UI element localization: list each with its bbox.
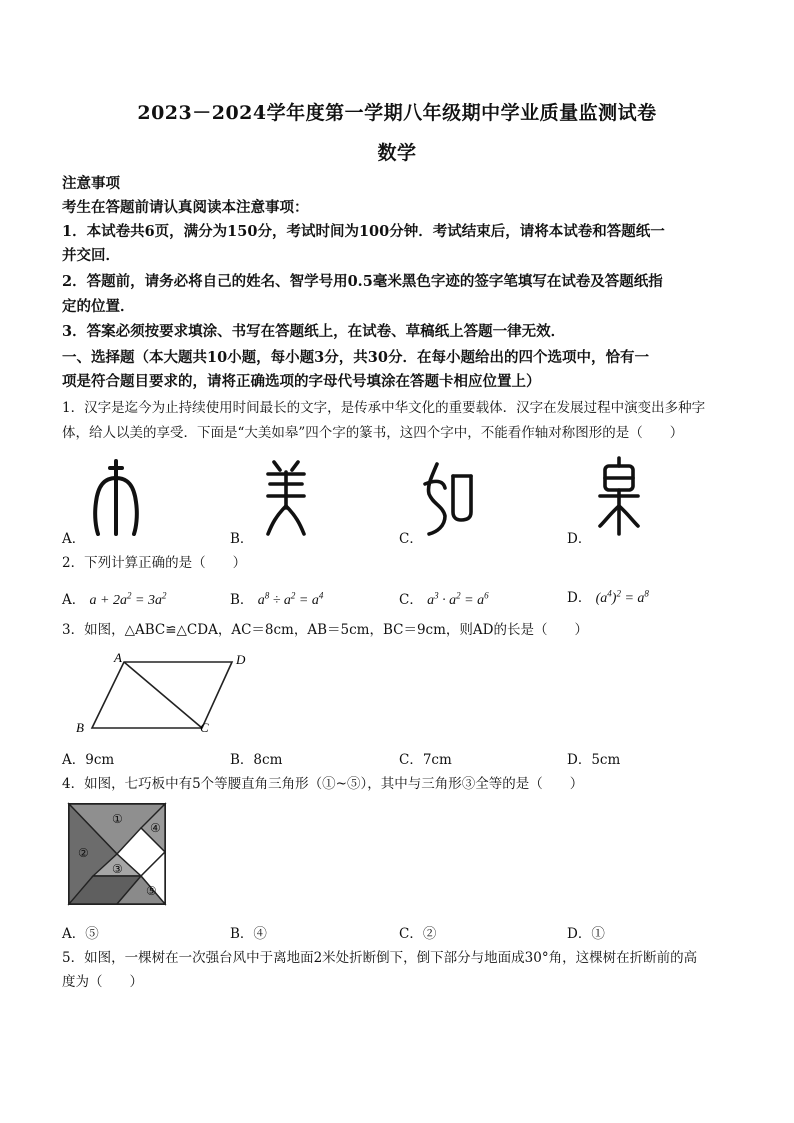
q3-parallelogram-figure <box>62 644 262 740</box>
notice-heading: 注意事项 <box>62 175 120 192</box>
q1-option-d[interactable]: D． <box>567 531 592 547</box>
q3-option-a[interactable]: A．9cm <box>62 752 115 768</box>
seal-glyph-mei-icon <box>262 458 310 536</box>
q1-option-b[interactable]: B． <box>230 531 254 547</box>
notice-item-2-line-2: 定的位置． <box>62 298 135 315</box>
q3-option-b[interactable]: B．8cm <box>230 752 283 768</box>
q5-stem-line-2: 度为（ ） <box>62 974 143 990</box>
q4-piece-5: ⑤ <box>146 884 157 898</box>
q2-option-b-formula: $a^8 \div a^2 = a^4$ <box>257 590 324 608</box>
q2-option-b[interactable] <box>230 588 323 609</box>
q2-option-b-label: B． <box>230 592 254 608</box>
q4-option-c[interactable]: C．② <box>399 926 437 942</box>
notice-item-2-line-1: 2．答题前，请务必将自己的姓名、智学号用0.5毫米黑色字迹的签字笔填写在试卷及答题纸指 <box>62 273 663 290</box>
q3-point-a: A <box>114 650 122 665</box>
seal-glyph-gao-icon <box>596 456 642 536</box>
notice-item-1-line-2: 并交回． <box>62 247 120 264</box>
q2-option-a-label: A． <box>62 592 86 608</box>
q3-option-d[interactable]: D．5cm <box>567 752 621 768</box>
q2-option-c-formula: $a^3 \cdot a^2 = a^6$ <box>427 590 489 608</box>
q2-option-a[interactable] <box>62 588 166 609</box>
seal-glyph-da-icon <box>88 458 144 536</box>
notice-item-3: 3．答案必须按要求填涂、书写在答题纸上，在试卷、草稿纸上答题一律无效． <box>62 323 566 340</box>
section1-heading-line-1: 一、选择题（本大题共10小题，每小题3分，共30分．在每小题给出的四个选项中，恰有一 <box>62 349 649 366</box>
q4-option-a[interactable]: A．⑤ <box>62 926 99 942</box>
q2-option-c[interactable] <box>399 588 489 609</box>
q2-option-d-label: D． <box>567 590 592 606</box>
q2-stem: 2．下列计算正确的是（ ） <box>62 555 247 571</box>
q3-point-b: B <box>76 720 84 735</box>
q4-piece-4: ④ <box>150 821 161 835</box>
q4-tangram-figure <box>66 801 168 907</box>
q2-option-a-formula: $a + 2a^2 = 3a^2$ <box>89 590 167 608</box>
exam-title: 2023－2024学年度第一学期八年级期中学业质量监测试卷 <box>137 102 657 124</box>
section1-heading-line-2: 项是符合题目要求的，请将正确选项的字母代号填涂在答题卡相应位置上） <box>62 373 541 390</box>
subject-title: 数学 <box>377 142 417 164</box>
notice-intro: 考生在答题前请认真阅读本注意事项： <box>62 199 309 216</box>
q4-piece-3: ③ <box>112 862 123 876</box>
q3-option-c[interactable]: C．7cm <box>399 752 452 768</box>
seal-glyph-ru-icon <box>423 460 475 536</box>
q4-option-b[interactable]: B．④ <box>230 926 267 942</box>
q5-stem-line-1: 5．如图，一棵树在一次强台风中于离地面2米处折断倒下，倒下部分与地面成30°角，这棵树在折断前的高 <box>62 950 698 966</box>
q2-option-c-label: C． <box>399 592 423 608</box>
q3-point-c: C <box>200 720 209 735</box>
q4-stem: 4．如图，七巧板中有5个等腰直角三角形（①~⑤），其中与三角形③全等的是（ ） <box>62 776 584 792</box>
q4-option-d[interactable]: D．① <box>567 926 605 942</box>
q4-piece-1: ① <box>112 812 123 826</box>
q3-stem: 3．如图，△ABC≌△CDA，AC＝8cm，AB＝5cm，BC＝9cm，则AD的长是（ ） <box>62 622 588 638</box>
q1-option-a[interactable]: A． <box>62 531 86 547</box>
q1-stem-line-2: 体，给人以美的享受．下面是“大美如皋”四个字的篆书，这四个字中，不能看作轴对称图形的是（ ） <box>62 425 684 441</box>
q3-point-d: D <box>236 652 246 667</box>
q2-option-d-formula: $(a^4)^2 = a^8$ <box>595 588 649 606</box>
notice-item-1-line-1: 1．本试卷共6页，满分为150分，考试时间为100分钟．考试结束后，请将本试卷和答题纸一 <box>62 223 665 240</box>
q2-option-d[interactable] <box>567 586 649 607</box>
q4-piece-2: ② <box>78 846 89 860</box>
q1-option-c[interactable]: C． <box>399 531 423 547</box>
q1-stem-line-1: 1．汉字是迄今为止持续使用时间最长的文字，是传承中华文化的重要载体．汉字在发展过程中演变出多种字 <box>62 400 706 416</box>
